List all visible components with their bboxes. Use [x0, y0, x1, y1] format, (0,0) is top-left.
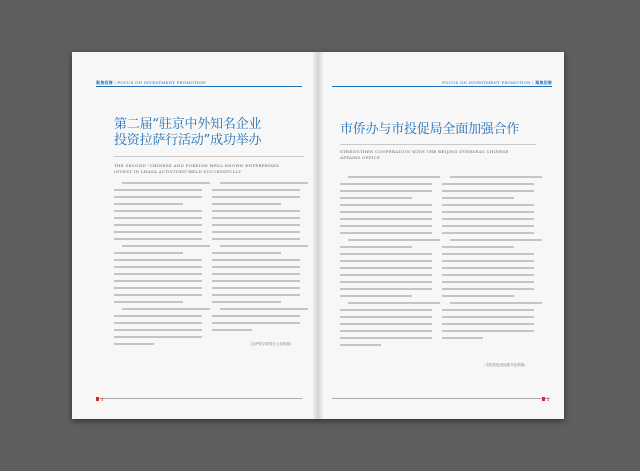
text-line — [212, 187, 300, 194]
text-line — [212, 320, 300, 327]
right-subtitle-line-1: STRENGTHEN COOPERATION WITH THE BEIJING OVERSEAS CHINESE — [340, 149, 509, 154]
text-line — [442, 188, 534, 195]
right-header-rule — [332, 86, 552, 87]
text-line — [340, 244, 412, 251]
text-line — [450, 237, 542, 244]
text-line — [340, 314, 432, 321]
text-line — [442, 265, 534, 272]
left-title-rule — [114, 156, 304, 157]
left-subtitle-line-1: THE SECOND "CHINESE AND FOREIGN WELL-KNOWN ENTERPRISES — [114, 163, 280, 168]
page-gutter — [312, 52, 324, 419]
text-line — [442, 216, 534, 223]
text-line — [114, 222, 202, 229]
left-page-marker — [96, 397, 99, 401]
text-line — [114, 292, 202, 299]
text-line — [212, 222, 300, 229]
right-header-en: FOCUS ON INVESTMENT PROMOTION — [442, 80, 531, 85]
text-line — [122, 243, 210, 250]
text-line — [442, 328, 534, 335]
right-body-column-2 — [442, 174, 534, 342]
text-line — [122, 180, 210, 187]
text-line — [114, 215, 202, 222]
text-line — [340, 272, 432, 279]
text-line — [340, 342, 381, 349]
text-line — [340, 293, 412, 300]
text-line — [114, 250, 183, 257]
text-line — [442, 321, 534, 328]
right-body-column-1 — [340, 174, 432, 349]
text-line — [340, 181, 432, 188]
magazine-spread — [72, 52, 564, 419]
text-line — [340, 258, 432, 265]
text-line — [212, 299, 281, 306]
text-line — [114, 327, 202, 334]
text-line — [442, 335, 483, 342]
text-line — [114, 187, 202, 194]
left-header-rule — [96, 86, 302, 87]
right-footer-rule — [332, 398, 550, 399]
text-line — [340, 251, 432, 258]
text-line — [220, 180, 308, 187]
right-header-cn: 聚焦招商 — [535, 80, 552, 85]
text-line — [442, 209, 534, 216]
text-line — [340, 328, 432, 335]
text-line — [212, 250, 281, 257]
text-line — [348, 174, 440, 181]
text-line — [442, 307, 534, 314]
text-line — [340, 195, 412, 202]
text-line — [340, 286, 432, 293]
text-line — [340, 321, 432, 328]
text-line — [340, 202, 432, 209]
left-page — [72, 52, 318, 419]
text-line — [212, 278, 300, 285]
text-line — [348, 237, 440, 244]
text-line — [114, 201, 183, 208]
text-line — [212, 236, 300, 243]
text-line — [442, 181, 534, 188]
text-line — [442, 272, 534, 279]
right-page-marker — [542, 397, 545, 401]
text-line — [114, 264, 202, 271]
text-line — [442, 223, 534, 230]
text-line — [212, 208, 300, 215]
text-line — [114, 313, 202, 320]
left-body-column-1 — [114, 180, 202, 348]
text-line — [450, 300, 542, 307]
text-line — [220, 243, 308, 250]
right-header-divider: | — [532, 80, 534, 85]
right-page-number: 5 — [547, 397, 550, 402]
text-line — [212, 313, 300, 320]
text-line — [442, 244, 514, 251]
text-line — [442, 195, 514, 202]
text-line — [114, 236, 202, 243]
text-line — [442, 279, 534, 286]
left-title-line-2: 投资拉萨行活动”成功举办 — [114, 133, 262, 148]
left-title-line-1: 第二届“驻京中外知名企业 — [114, 117, 262, 132]
left-header-en: FOCUS ON INVESTMENT PROMOTION — [117, 80, 206, 85]
text-line — [212, 271, 300, 278]
text-line — [212, 327, 252, 334]
left-body-column-2 — [212, 180, 300, 334]
text-line — [442, 293, 514, 300]
text-line — [340, 188, 432, 195]
text-line — [212, 257, 300, 264]
text-line — [340, 230, 432, 237]
left-subtitle-line-2: INVEST IN LHASA ACTIVITIES"HELD SUCCESSFULLY — [114, 169, 242, 174]
right-page — [318, 52, 564, 419]
right-signature: （市投资促进局秘书处供稿） — [482, 363, 528, 367]
text-line — [340, 335, 432, 342]
text-line — [114, 299, 183, 306]
text-line — [114, 271, 202, 278]
text-line — [114, 320, 202, 327]
right-subtitle-line-2: AFFAIRS OFFICE — [340, 155, 381, 160]
right-article-title: 市侨办与市投促局全面加强合作 — [340, 122, 520, 137]
text-line — [212, 201, 281, 208]
text-line — [340, 307, 432, 314]
left-signature: （拉萨驻京联络办公室供稿） — [248, 342, 294, 346]
text-line — [212, 229, 300, 236]
text-line — [442, 314, 534, 321]
text-line — [114, 341, 154, 348]
text-line — [442, 230, 534, 237]
text-line — [114, 278, 202, 285]
text-line — [114, 229, 202, 236]
text-line — [122, 306, 210, 313]
text-line — [212, 215, 300, 222]
right-article-subtitle — [340, 149, 536, 161]
text-line — [442, 258, 534, 265]
text-line — [212, 194, 300, 201]
text-line — [442, 286, 534, 293]
left-page-number: 4 — [101, 397, 104, 402]
left-header-divider: | — [114, 80, 116, 85]
text-line — [442, 202, 534, 209]
text-line — [114, 257, 202, 264]
text-line — [212, 264, 300, 271]
left-header-cn: 聚焦招商 — [96, 80, 113, 85]
text-line — [340, 216, 432, 223]
text-line — [212, 285, 300, 292]
left-footer-rule — [96, 398, 302, 399]
text-line — [340, 209, 432, 216]
text-line — [340, 279, 432, 286]
text-line — [114, 208, 202, 215]
text-line — [450, 174, 542, 181]
text-line — [340, 265, 432, 272]
left-article-title — [114, 117, 261, 149]
right-title-rule — [340, 144, 536, 145]
text-line — [212, 292, 300, 299]
text-line — [340, 223, 432, 230]
left-article-subtitle — [114, 163, 304, 175]
text-line — [114, 194, 202, 201]
text-line — [348, 300, 440, 307]
text-line — [114, 334, 202, 341]
text-line — [442, 251, 534, 258]
text-line — [114, 285, 202, 292]
text-line — [220, 306, 308, 313]
